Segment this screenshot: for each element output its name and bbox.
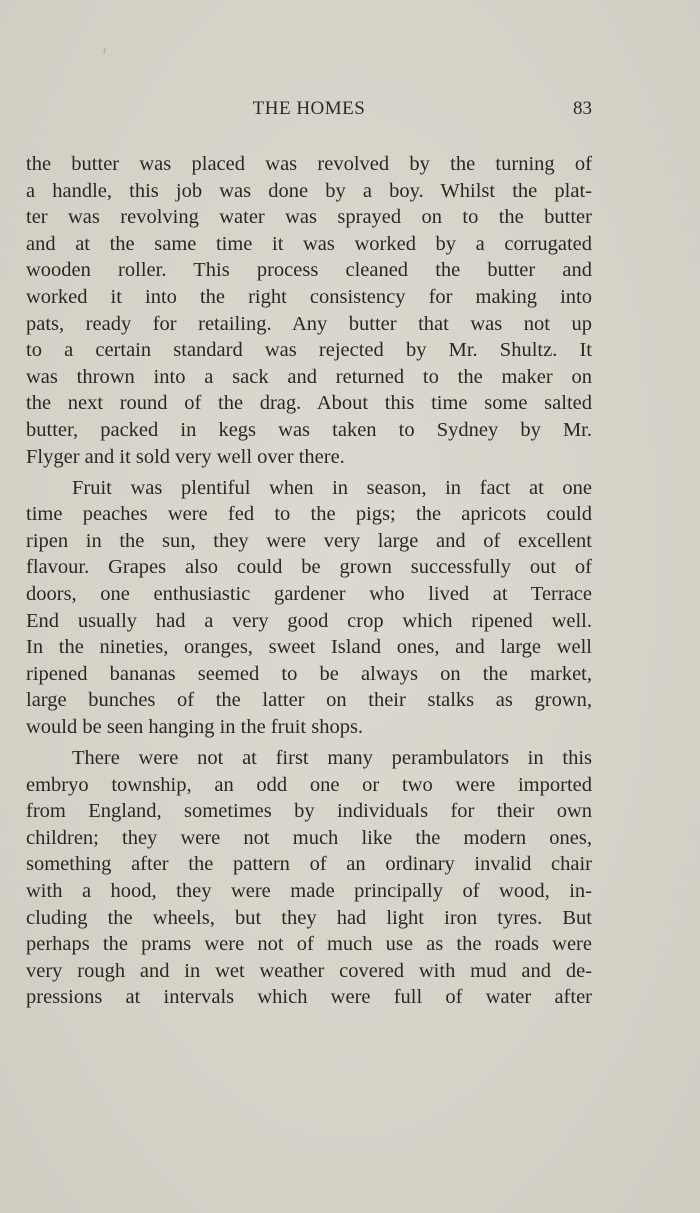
text-line: large bunches of the latter on their stalks as grown, bbox=[26, 689, 592, 712]
text-line: There were not at first many perambulators in this bbox=[72, 747, 592, 770]
paragraph bbox=[26, 151, 592, 470]
text-line: ripened bananas seemed to be always on the market, bbox=[26, 662, 592, 685]
text-line: time peaches were fed to the pigs; the apricots could bbox=[26, 503, 592, 526]
text-line: the next round of the drag. About this time some salted bbox=[26, 392, 592, 415]
text-line: embryo township, an odd one or two were imported bbox=[26, 773, 592, 796]
text-line: Flyger and it sold very well over there. bbox=[26, 445, 345, 468]
text-line: to a certain standard was rejected by Mr. Shultz. It bbox=[26, 339, 592, 362]
text-line: doors, one enthusiastic gardener who lived at Terrace bbox=[26, 583, 592, 605]
text-line: was thrown into a sack and returned to the maker on bbox=[26, 365, 592, 388]
text-line: would be seen hanging in the fruit shops. bbox=[26, 715, 364, 738]
text-line: children; they were not much like the modern ones, bbox=[26, 826, 592, 849]
text-line: very rough and in wet weather covered with mud and de- bbox=[26, 959, 592, 982]
paragraph bbox=[26, 745, 592, 1011]
text-line: butter, packed in kegs was taken to Sydney by Mr. bbox=[26, 418, 592, 441]
text-line: End usually had a very good crop which ripened well. bbox=[26, 609, 592, 632]
text-line: Fruit was plentiful when in season, in fact at one bbox=[72, 476, 592, 499]
paper-speck bbox=[103, 48, 106, 54]
text-line: wooden roller. This process cleaned the butter and bbox=[26, 259, 592, 282]
text-line: ter was revolving water was sprayed on to the butter bbox=[26, 206, 592, 229]
text-line: the butter was placed was revolved by the turning of bbox=[26, 153, 592, 175]
running-head: THE HOMES bbox=[252, 98, 366, 119]
text-line: worked it into the right consistency for making into bbox=[26, 285, 592, 308]
page-header bbox=[26, 98, 592, 124]
text-line: and at the same time it was worked by a corrugated bbox=[26, 232, 592, 255]
paragraph bbox=[26, 475, 592, 741]
text-line: pressions at intervals which were full of water after bbox=[26, 986, 592, 1009]
text-line: ripen in the sun, they were very large and of excellent bbox=[26, 529, 592, 552]
text-line: a handle, this job was done by a boy. Whilst the plat- bbox=[26, 179, 592, 202]
text-line: with a hood, they were made principally of wood, in- bbox=[26, 880, 592, 903]
page-number: 83 bbox=[573, 98, 592, 119]
text-line: cluding the wheels, but they had light iron tyres. But bbox=[26, 906, 592, 929]
text-line: flavour. Grapes also could be grown successfully out of bbox=[26, 556, 592, 579]
text-line: from England, sometimes by individuals for their own bbox=[26, 800, 592, 823]
text-line: pats, ready for retailing. Any butter that was not up bbox=[26, 312, 592, 335]
text-line: perhaps the prams were not of much use as the roads were bbox=[26, 933, 592, 956]
body-text bbox=[26, 151, 592, 1016]
text-line: something after the pattern of an ordinary invalid chair bbox=[26, 853, 592, 876]
text-line: In the nineties, oranges, sweet Island ones, and large well bbox=[26, 636, 592, 659]
